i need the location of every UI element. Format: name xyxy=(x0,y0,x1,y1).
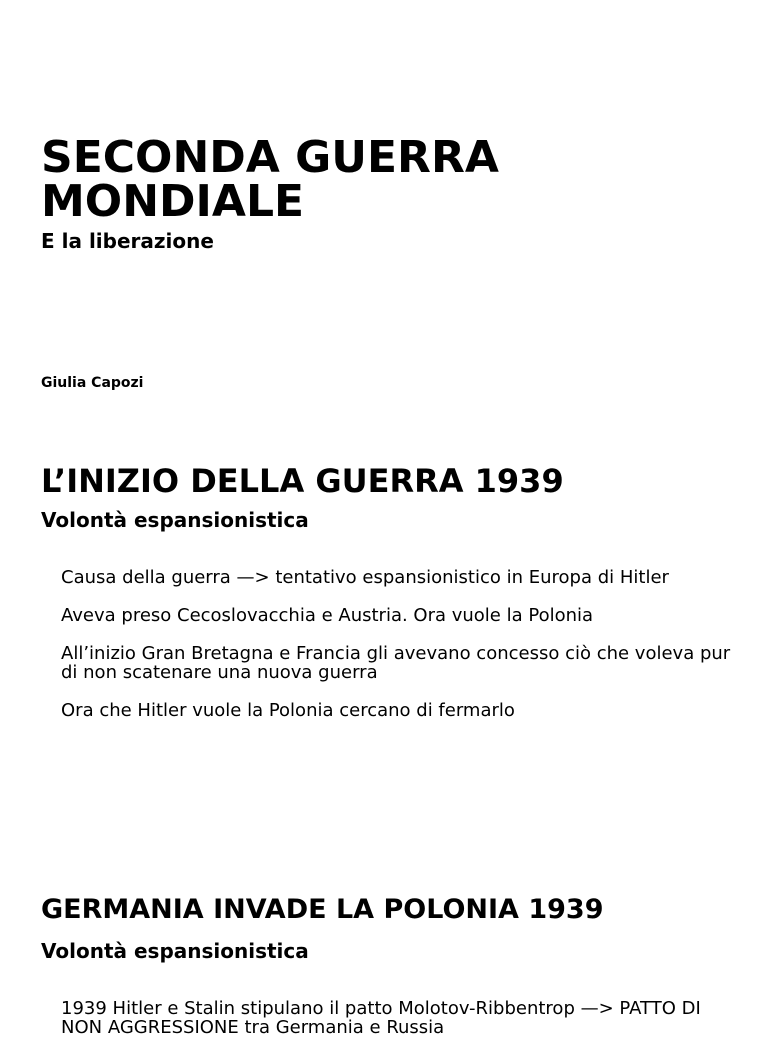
list-item: Causa della guerra —> tentativo espansionistico in Europa di Hitler xyxy=(61,567,669,588)
bullet-list xyxy=(61,999,741,1056)
author-name: Giulia Capozi xyxy=(41,375,144,391)
section-subtitle: Volontà espansionistica xyxy=(41,939,309,963)
cover-subtitle: E la liberazione xyxy=(41,229,214,253)
list-item: Aveva preso Cecoslovacchia e Austria. Ora vuole la Polonia xyxy=(61,605,594,626)
cover-title: SECONDA GUERRA MONDIALE xyxy=(41,132,499,227)
section-subtitle: Volontà espansionistica xyxy=(41,508,309,532)
section-title: L’INIZIO DELLA GUERRA 1939 xyxy=(41,462,564,500)
list-item: 1939 Hitler e Stalin stipulano il patto Molotov-Ribbentrop —> PATTO DI NON AGGRESSIONE tra Germania e Russia xyxy=(61,998,701,1038)
bullet-list xyxy=(61,568,741,739)
section-title: GERMANIA INVADE LA POLONIA 1939 xyxy=(41,894,604,925)
list-item: All’inizio Gran Bretagna e Francia gli avevano concesso ciò che voleva pur di non scatenare una nuova guerra xyxy=(61,643,731,683)
list-item: Ora che Hitler vuole la Polonia cercano di fermarlo xyxy=(61,700,515,721)
